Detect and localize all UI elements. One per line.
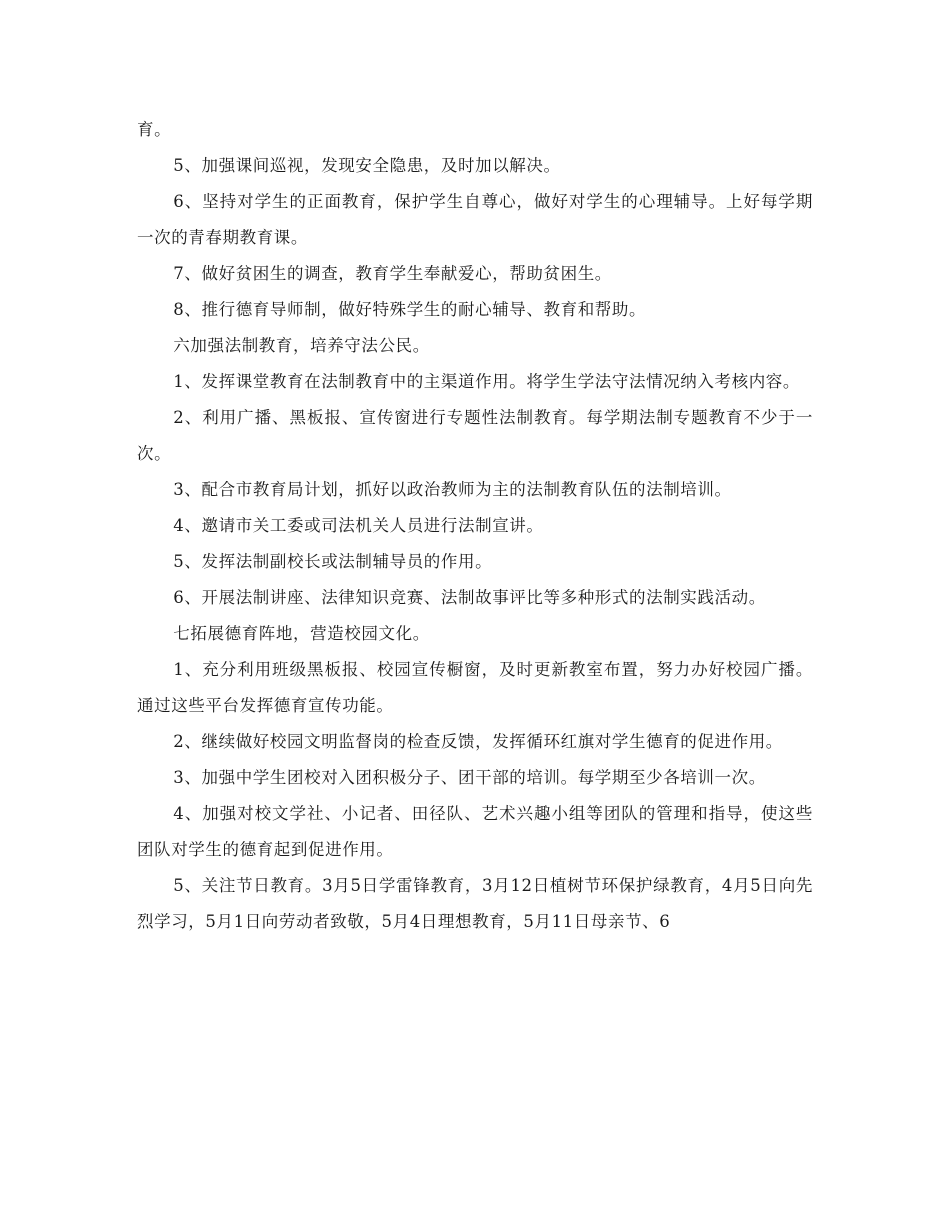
- paragraph-4: 8、推行德育导师制，做好特殊学生的耐心辅导、教育和帮助。: [173, 300, 647, 319]
- paragraph-2: 6、坚持对学生的正面教育，保护学生自尊心，做好对学生的心理辅导。上好每学期一次的青春期教育课。: [137, 192, 813, 247]
- paragraph-13: 1、充分利用班级黑板报、校园宣传橱窗，及时更新教室布置，努力办好校园广播。通过这些平台发挥德育宣传功能。: [137, 660, 813, 715]
- paragraph-17: 5、关注节日教育。3月5日学雷锋教育，3月12日植树节环保护绿教育，4月5日向先烈学习，5月1日向劳动者致敬，5月4日理想教育，5月11日母亲节、6: [137, 876, 813, 931]
- paragraph-3: 7、做好贫困生的调查，教育学生奉献爱心，帮助贫困生。: [173, 264, 612, 283]
- paragraph-8: 3、配合市教育局计划，抓好以政治教师为主的法制教育队伍的法制培训。: [173, 480, 732, 499]
- document-body: [137, 112, 813, 940]
- paragraph-7: 2、利用广播、黑板报、宣传窗进行专题性法制教育。每学期法制专题教育不少于一次。: [137, 408, 813, 463]
- paragraph-1: 5、加强课间巡视，发现安全隐患，及时加以解决。: [173, 156, 561, 175]
- paragraph-14: 2、继续做好校园文明监督岗的检查反馈，发挥循环红旗对学生德育的促进作用。: [173, 732, 783, 751]
- paragraph-11: 6、开展法制讲座、法律知识竞赛、法制故事评比等多种形式的法制实践活动。: [173, 588, 766, 607]
- paragraph-15: 3、加强中学生团校对入团积极分子、团干部的培训。每学期至少各培训一次。: [173, 768, 766, 787]
- paragraph-6: 1、发挥课堂教育在法制教育中的主渠道作用。将学生学法守法情况纳入考核内容。: [173, 372, 800, 391]
- paragraph-9: 4、邀请市关工委或司法机关人员进行法制宣讲。: [173, 516, 544, 535]
- paragraph-10: 5、发挥法制副校长或法制辅导员的作用。: [173, 552, 493, 571]
- section-heading-7: 七拓展德育阵地，营造校园文化。: [173, 624, 430, 643]
- section-heading-6: 六加强法制教育，培养守法公民。: [173, 336, 430, 355]
- paragraph-16: 4、加强对校文学社、小记者、田径队、艺术兴趣小组等团队的管理和指导，使这些团队对学生的德育起到促进作用。: [137, 804, 813, 859]
- paragraph-0: 育。: [137, 120, 172, 139]
